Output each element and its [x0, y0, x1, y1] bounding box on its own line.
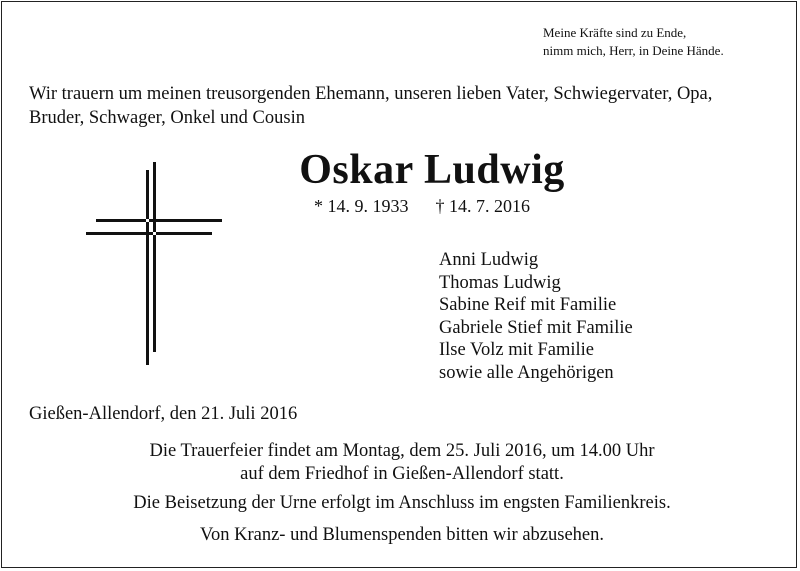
motto-verse [543, 24, 724, 60]
intro-text [29, 82, 789, 130]
birth-date: * 14. 9. 1933 [314, 196, 409, 216]
motto-line: Meine Kräfte sind zu Ende, [543, 25, 687, 40]
mourner: sowie alle Angehörigen [439, 362, 614, 383]
funeral-line: Die Trauerfeier findet am Montag, dem 25. Juli 2016, um 14.00 Uhr [149, 441, 655, 461]
deceased-name: Oskar Ludwig [299, 147, 565, 193]
death-date: † 14. 7. 2016 [435, 196, 530, 216]
obituary-card [1, 1, 797, 568]
intro-line: Bruder, Schwager, Onkel und Cousin [29, 108, 305, 128]
intro-line: Wir trauern um meinen treusorgenden Ehemann, unseren lieben Vater, Schwiegervater, Opa, [29, 84, 713, 104]
burial-notice: Die Beisetzung der Urne erfolgt im Anschluss im engsten Familienkreis. [133, 493, 671, 513]
life-dates [314, 196, 530, 217]
mourner: Sabine Reif mit Familie [439, 295, 617, 315]
mourners-list [439, 249, 633, 384]
mourner: Ilse Volz mit Familie [439, 340, 595, 360]
motto-line: nimm mich, Herr, in Deine Hände. [543, 43, 724, 58]
funeral-notice [2, 440, 800, 486]
mourner: Anni Ludwig [439, 250, 539, 270]
mourner: Gabriele Stief mit Familie [439, 317, 633, 338]
mourner: Thomas Ludwig [439, 272, 561, 293]
place-date: Gießen-Allendorf, den 21. Juli 2016 [29, 404, 298, 424]
funeral-line: auf dem Friedhof in Gießen-Allendorf statt. [240, 464, 564, 484]
donations-notice: Von Kranz- und Blumenspenden bitten wir abzusehen. [200, 525, 604, 545]
